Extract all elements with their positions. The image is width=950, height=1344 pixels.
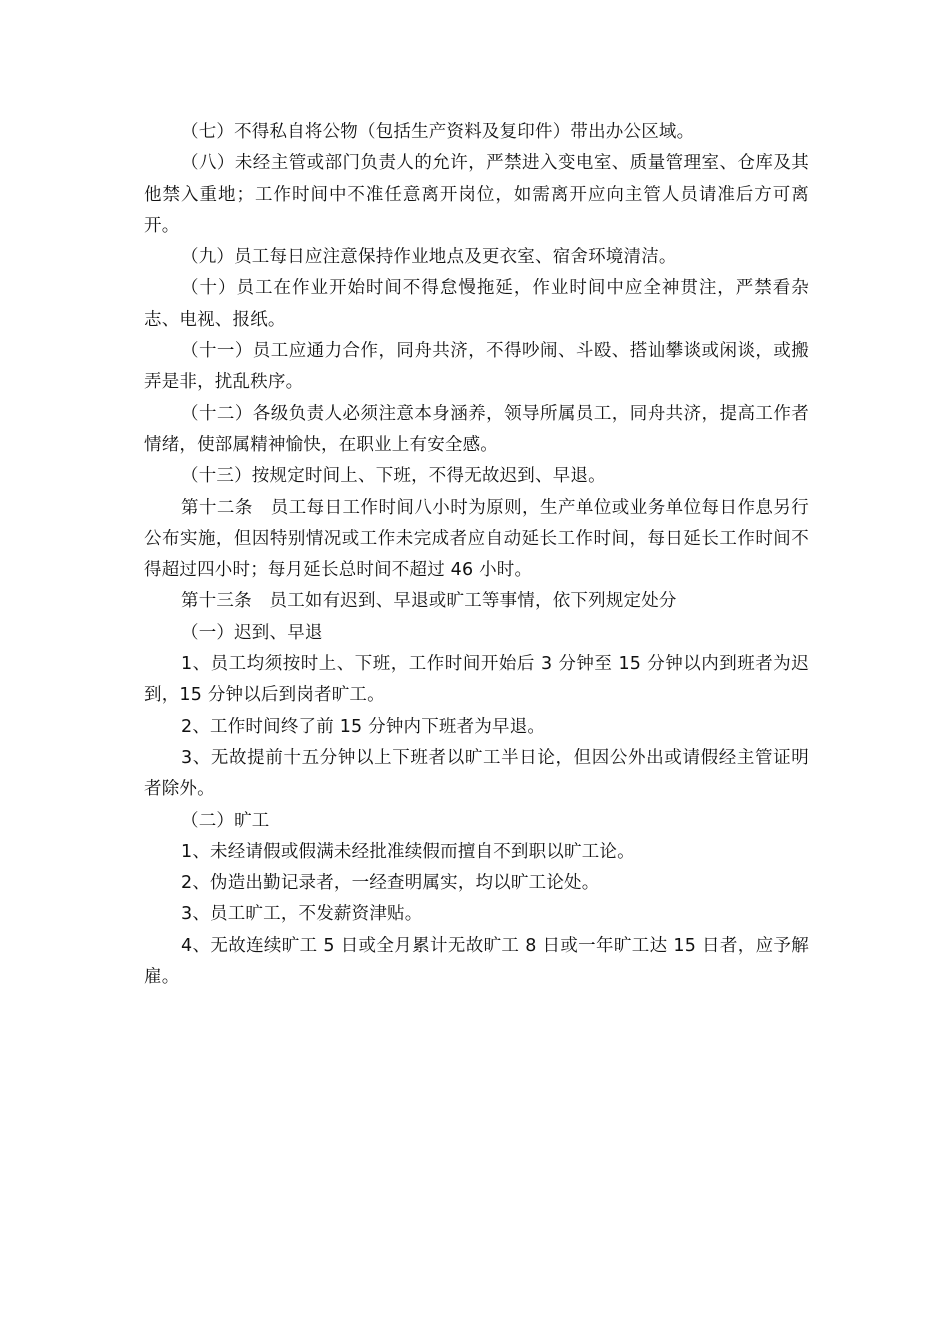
rule-early-3: 3、无故提前十五分钟以上下班者以旷工半日论，但因公外出或请假经主管证明者除外。: [144, 747, 809, 800]
section-late-early: （一）迟到、早退: [181, 622, 323, 643]
rule-absence-1: 1、未经请假或假满未经批准续假而擅自不到职以旷工论。: [181, 841, 635, 862]
paragraph-item-9: （九）员工每日应注意保持作业地点及更衣室、宿舍环境清洁。: [181, 247, 677, 268]
paragraph-item-8: （八）未经主管或部门负责人的允许，严禁进入变电室、质量管理室、仓库及其他禁入重地；工作时间中不准任意离开岗位，如需离开应向主管人员请准后方可离开。: [144, 153, 809, 236]
paragraph-item-10: （十）员工在作业开始时间不得怠慢拖延，作业时间中应全神贯注，严禁看杂志、电视、报纸。: [144, 278, 809, 330]
rule-late-1: 1、员工均须按时上、下班，工作时间开始后 3 分钟至 15 分钟以内到班者为迟到，15 分钟以后到岗者旷工。: [144, 654, 809, 706]
rule-absence-3: 3、员工旷工，不发薪资津贴。: [181, 904, 423, 925]
document-body: [144, 117, 809, 993]
rule-early-2: 2、工作时间终了前 15 分钟内下班者为早退。: [181, 716, 546, 737]
rule-absence-2: 2、伪造出勤记录者，一经查明属实，均以旷工论处。: [181, 873, 600, 894]
paragraph-item-13: （十三）按规定时间上、下班，不得无故迟到、早退。: [181, 466, 606, 487]
article-13: 第十三条 员工如有迟到、早退或旷工等事情，依下列规定处分: [181, 591, 677, 612]
rule-absence-4: 4、无故连续旷工 5 日或全月累计无故旷工 8 日或一年旷工达 15 日者，应予解雇。: [144, 935, 809, 988]
paragraph-item-11: （十一）员工应通力合作，同舟共济，不得吵闹、斗殴、搭讪攀谈或闲谈，或搬弄是非，扰乱秩序。: [144, 341, 809, 393]
article-12: 第十二条 员工每日工作时间八小时为原则，生产单位或业务单位每日作息另行公布实施，但因特别情况或工作未完成者应自动延长工作时间，每日延长工作时间不得超过四小时；每月延长总时间不超过 46 小时。: [144, 497, 809, 581]
paragraph-item-7: （七）不得私自将公物（包括生产资料及复印件）带出办公区域。: [181, 122, 695, 142]
section-absence: （二）旷工: [181, 810, 270, 831]
paragraph-item-12: （十二）各级负责人必须注意本身涵养，领导所属员工，同舟共济，提高工作者情绪，使部属精神愉快，在职业上有安全感。: [144, 403, 809, 455]
